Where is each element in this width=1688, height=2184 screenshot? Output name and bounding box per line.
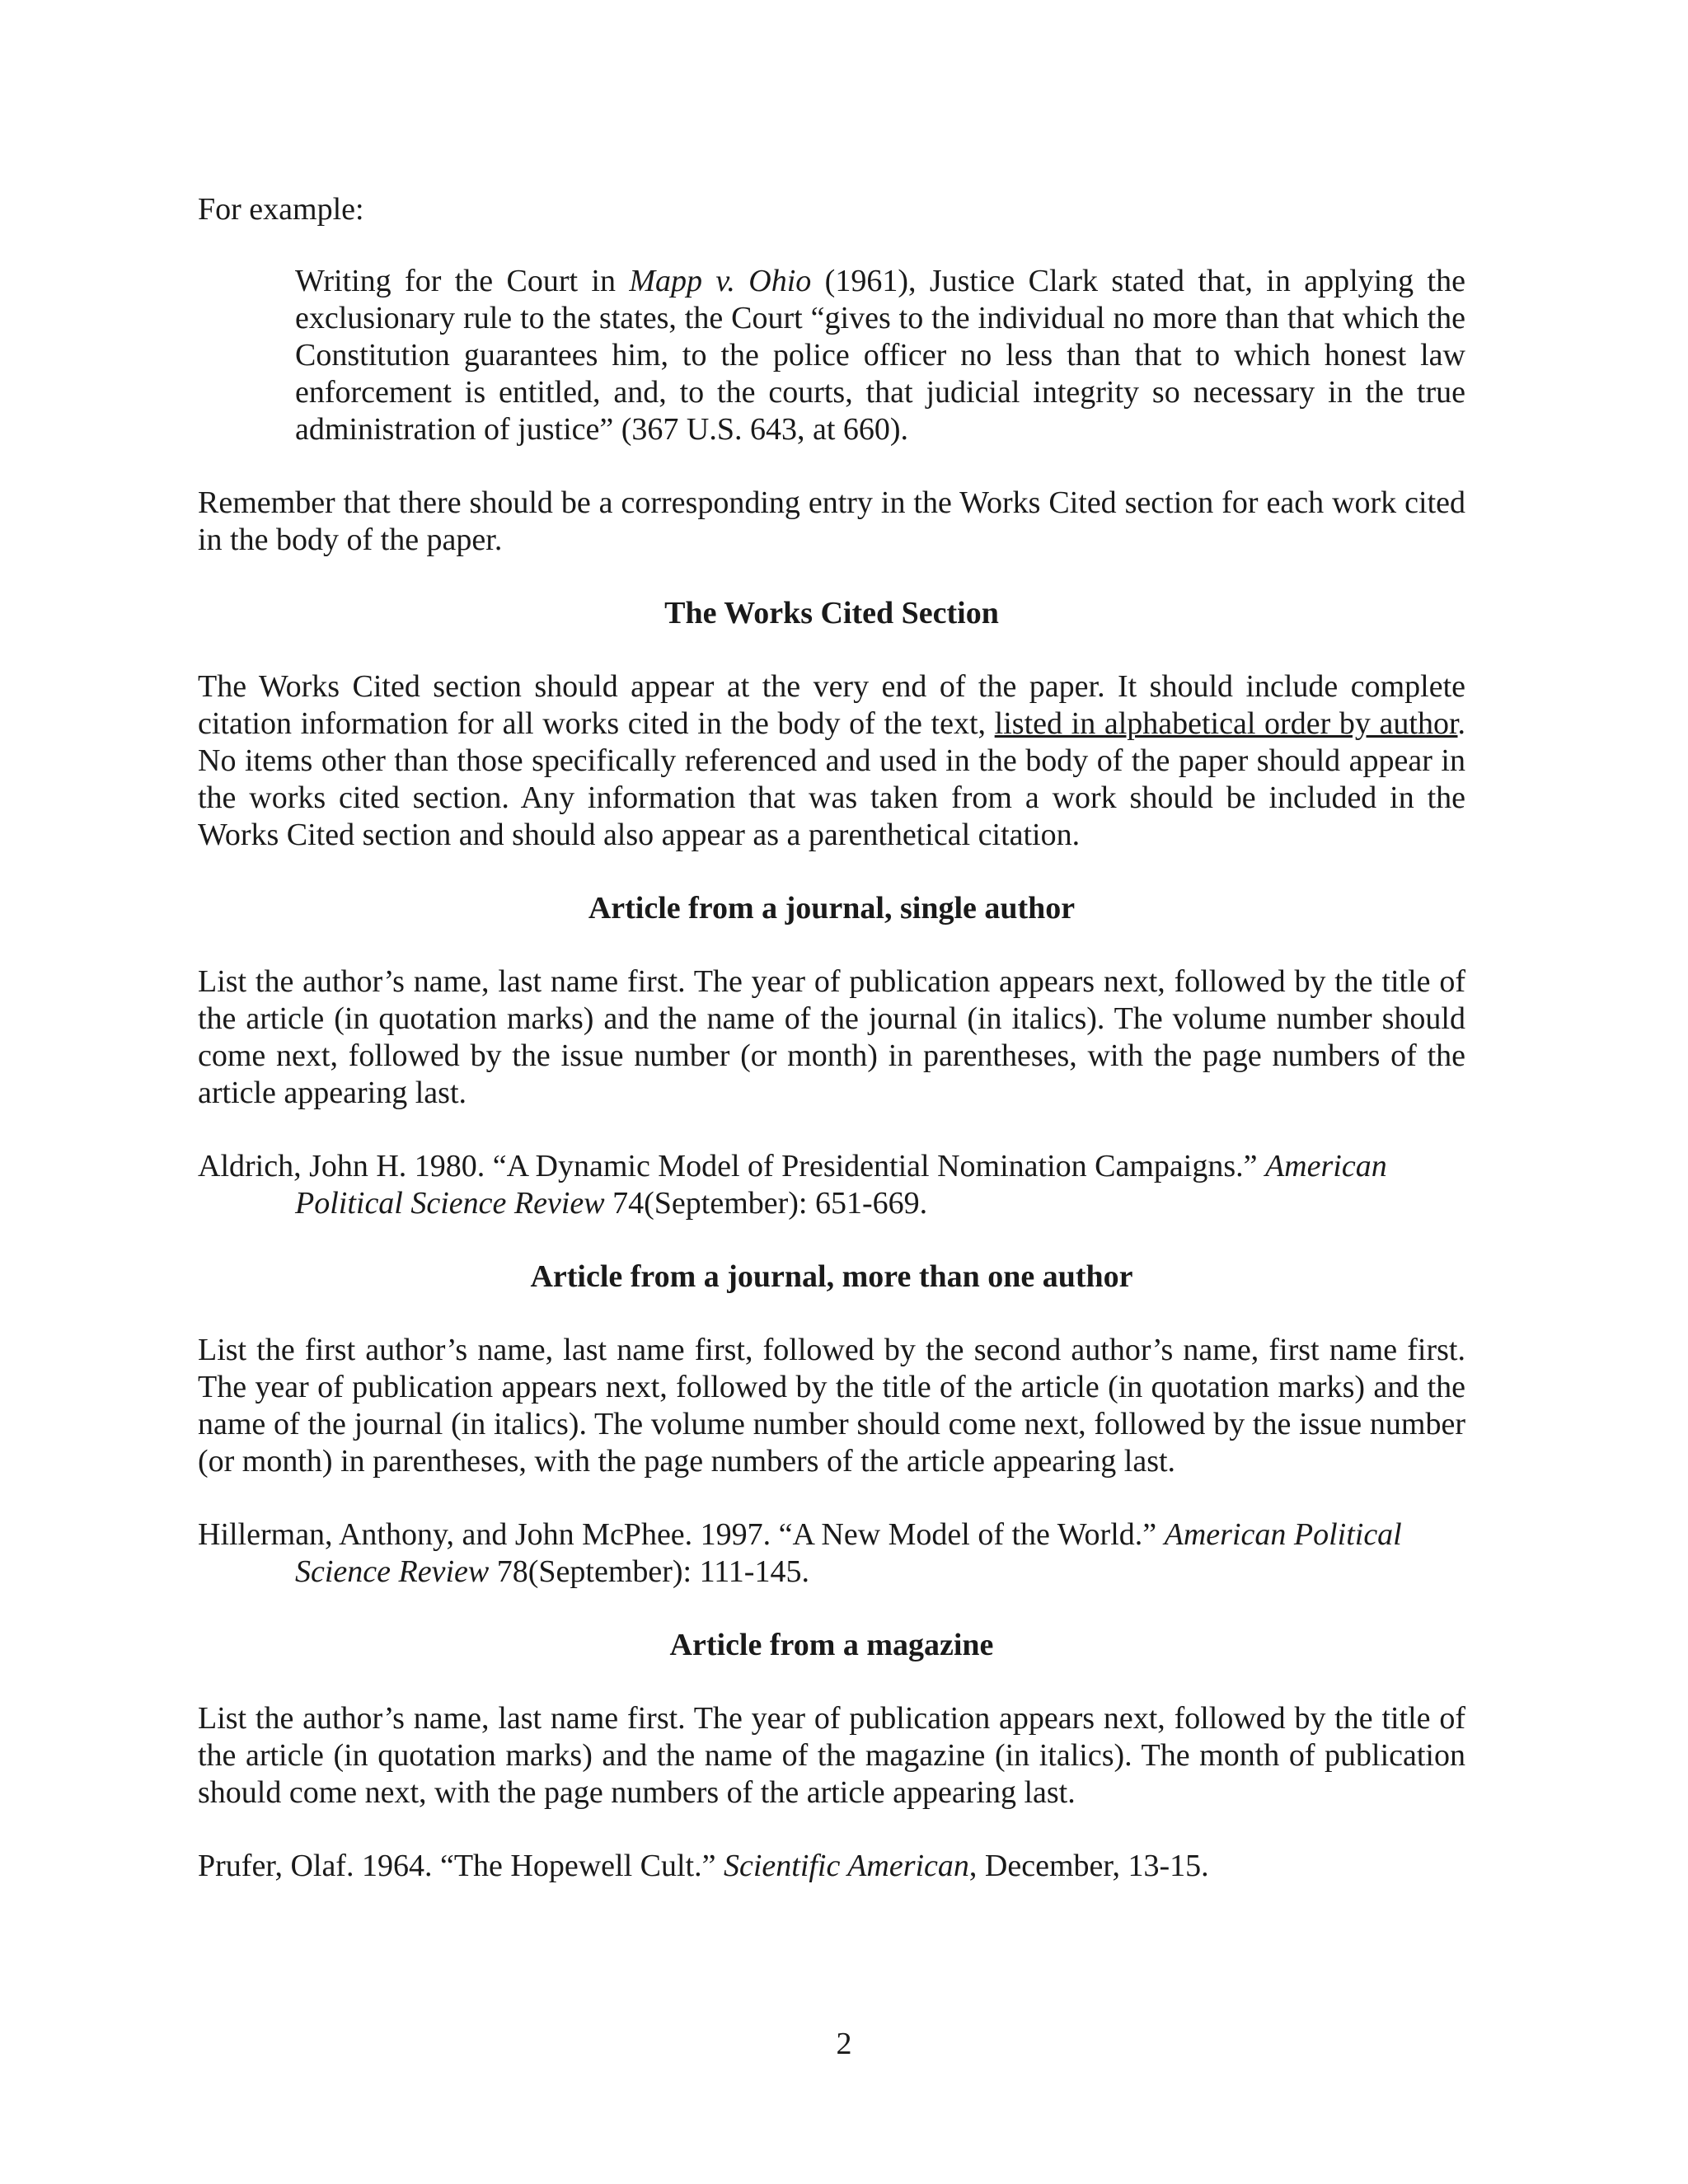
- single-author-paragraph: List the author’s name, last name first. The year of publication appears next, followed by the title of the article (in quotation marks) and the name of the journal (in italics). The volume number should come next, followed by the issue number (or month) in parentheses, with the page numbers of the article appearing last.: [198, 964, 1465, 1110]
- works-cited-paragraph: [198, 668, 1465, 854]
- magazine-paragraph: List the author’s name, last name first. The year of publication appears next, followed by the title of the article (in quotation marks) and the name of the magazine (in italics). The month of publication should come next, with the page numbers of the article appearing last.: [198, 1701, 1465, 1810]
- page-number: 2: [836, 2027, 852, 2061]
- quote-post: (1961), Justice Clark stated that, in applying the exclusionary rule to the states, the Court “gives to the individual no more than that which the Constitution guarantees him, to the police officer no less than that to which honest law enforcement is entitled, and, to the courts, that judicial integrity so necessary in the true administration of justice” (367 U.S. 643, at 660).: [295, 264, 1465, 447]
- case-name: Mapp v. Ohio: [629, 264, 812, 298]
- magazine-example: [198, 1848, 1465, 1885]
- single-author-heading: Article from a journal, single author: [588, 891, 1076, 926]
- example-citation-tail: 74(September): 651-669.: [604, 1186, 928, 1221]
- multi-author-heading: Article from a journal, more than one author: [530, 1259, 1133, 1294]
- example-citation: Hillerman, Anthony, and John McPhee. 1997. “A New Model of the World.”: [198, 1517, 1165, 1552]
- block-quote: [295, 263, 1465, 448]
- works-cited-text-1: The Works Cited section should appear at the very end of the paper. It should include complete citation information for all works cited in the body of the text,: [198, 669, 1465, 741]
- intro-text: For example:: [198, 192, 364, 227]
- journal-title: American Political Science Review: [295, 1517, 1402, 1589]
- works-cited-text-2: . No items other than those specifically referenced and used in the body of the paper should appear in the works cited section. Any information that was taken from a work should be included in the Works Cited section and should also appear as a parenthetical citation.: [198, 706, 1465, 852]
- example-citation: Aldrich, John H. 1980. “A Dynamic Model of Presidential Nomination Campaigns.”: [198, 1149, 1265, 1183]
- works-cited-heading: The Works Cited Section: [664, 596, 999, 630]
- remember-paragraph: Remember that there should be a corresponding entry in the Works Cited section for each work cited in the body of the paper.: [198, 485, 1465, 557]
- example-citation-tail: , December, 13-15.: [968, 1849, 1209, 1883]
- alphabetical-order-phrase: listed in alphabetical order by author: [994, 706, 1458, 741]
- example-citation-tail: 78(September): 111-145.: [489, 1554, 809, 1589]
- multi-author-example: [198, 1516, 1465, 1591]
- quote-pre: Writing for the Court in: [295, 264, 630, 298]
- single-author-example: [198, 1148, 1465, 1222]
- magazine-title: Scientific American: [723, 1849, 969, 1883]
- page-content: [198, 191, 1465, 1885]
- journal-title: American Political Science Review: [295, 1149, 1387, 1221]
- magazine-heading: Article from a magazine: [669, 1628, 994, 1662]
- example-citation: Prufer, Olaf. 1964. “The Hopewell Cult.”: [198, 1849, 724, 1883]
- multi-author-paragraph: List the first author’s name, last name first, followed by the second author’s name, first name first. The year of publication appears next, followed by the title of the article (in quotation marks) and the name of the journal (in italics). The volume number should come next, followed by the issue number (or month) in parentheses, with the page numbers of the article appearing last.: [198, 1333, 1465, 1479]
